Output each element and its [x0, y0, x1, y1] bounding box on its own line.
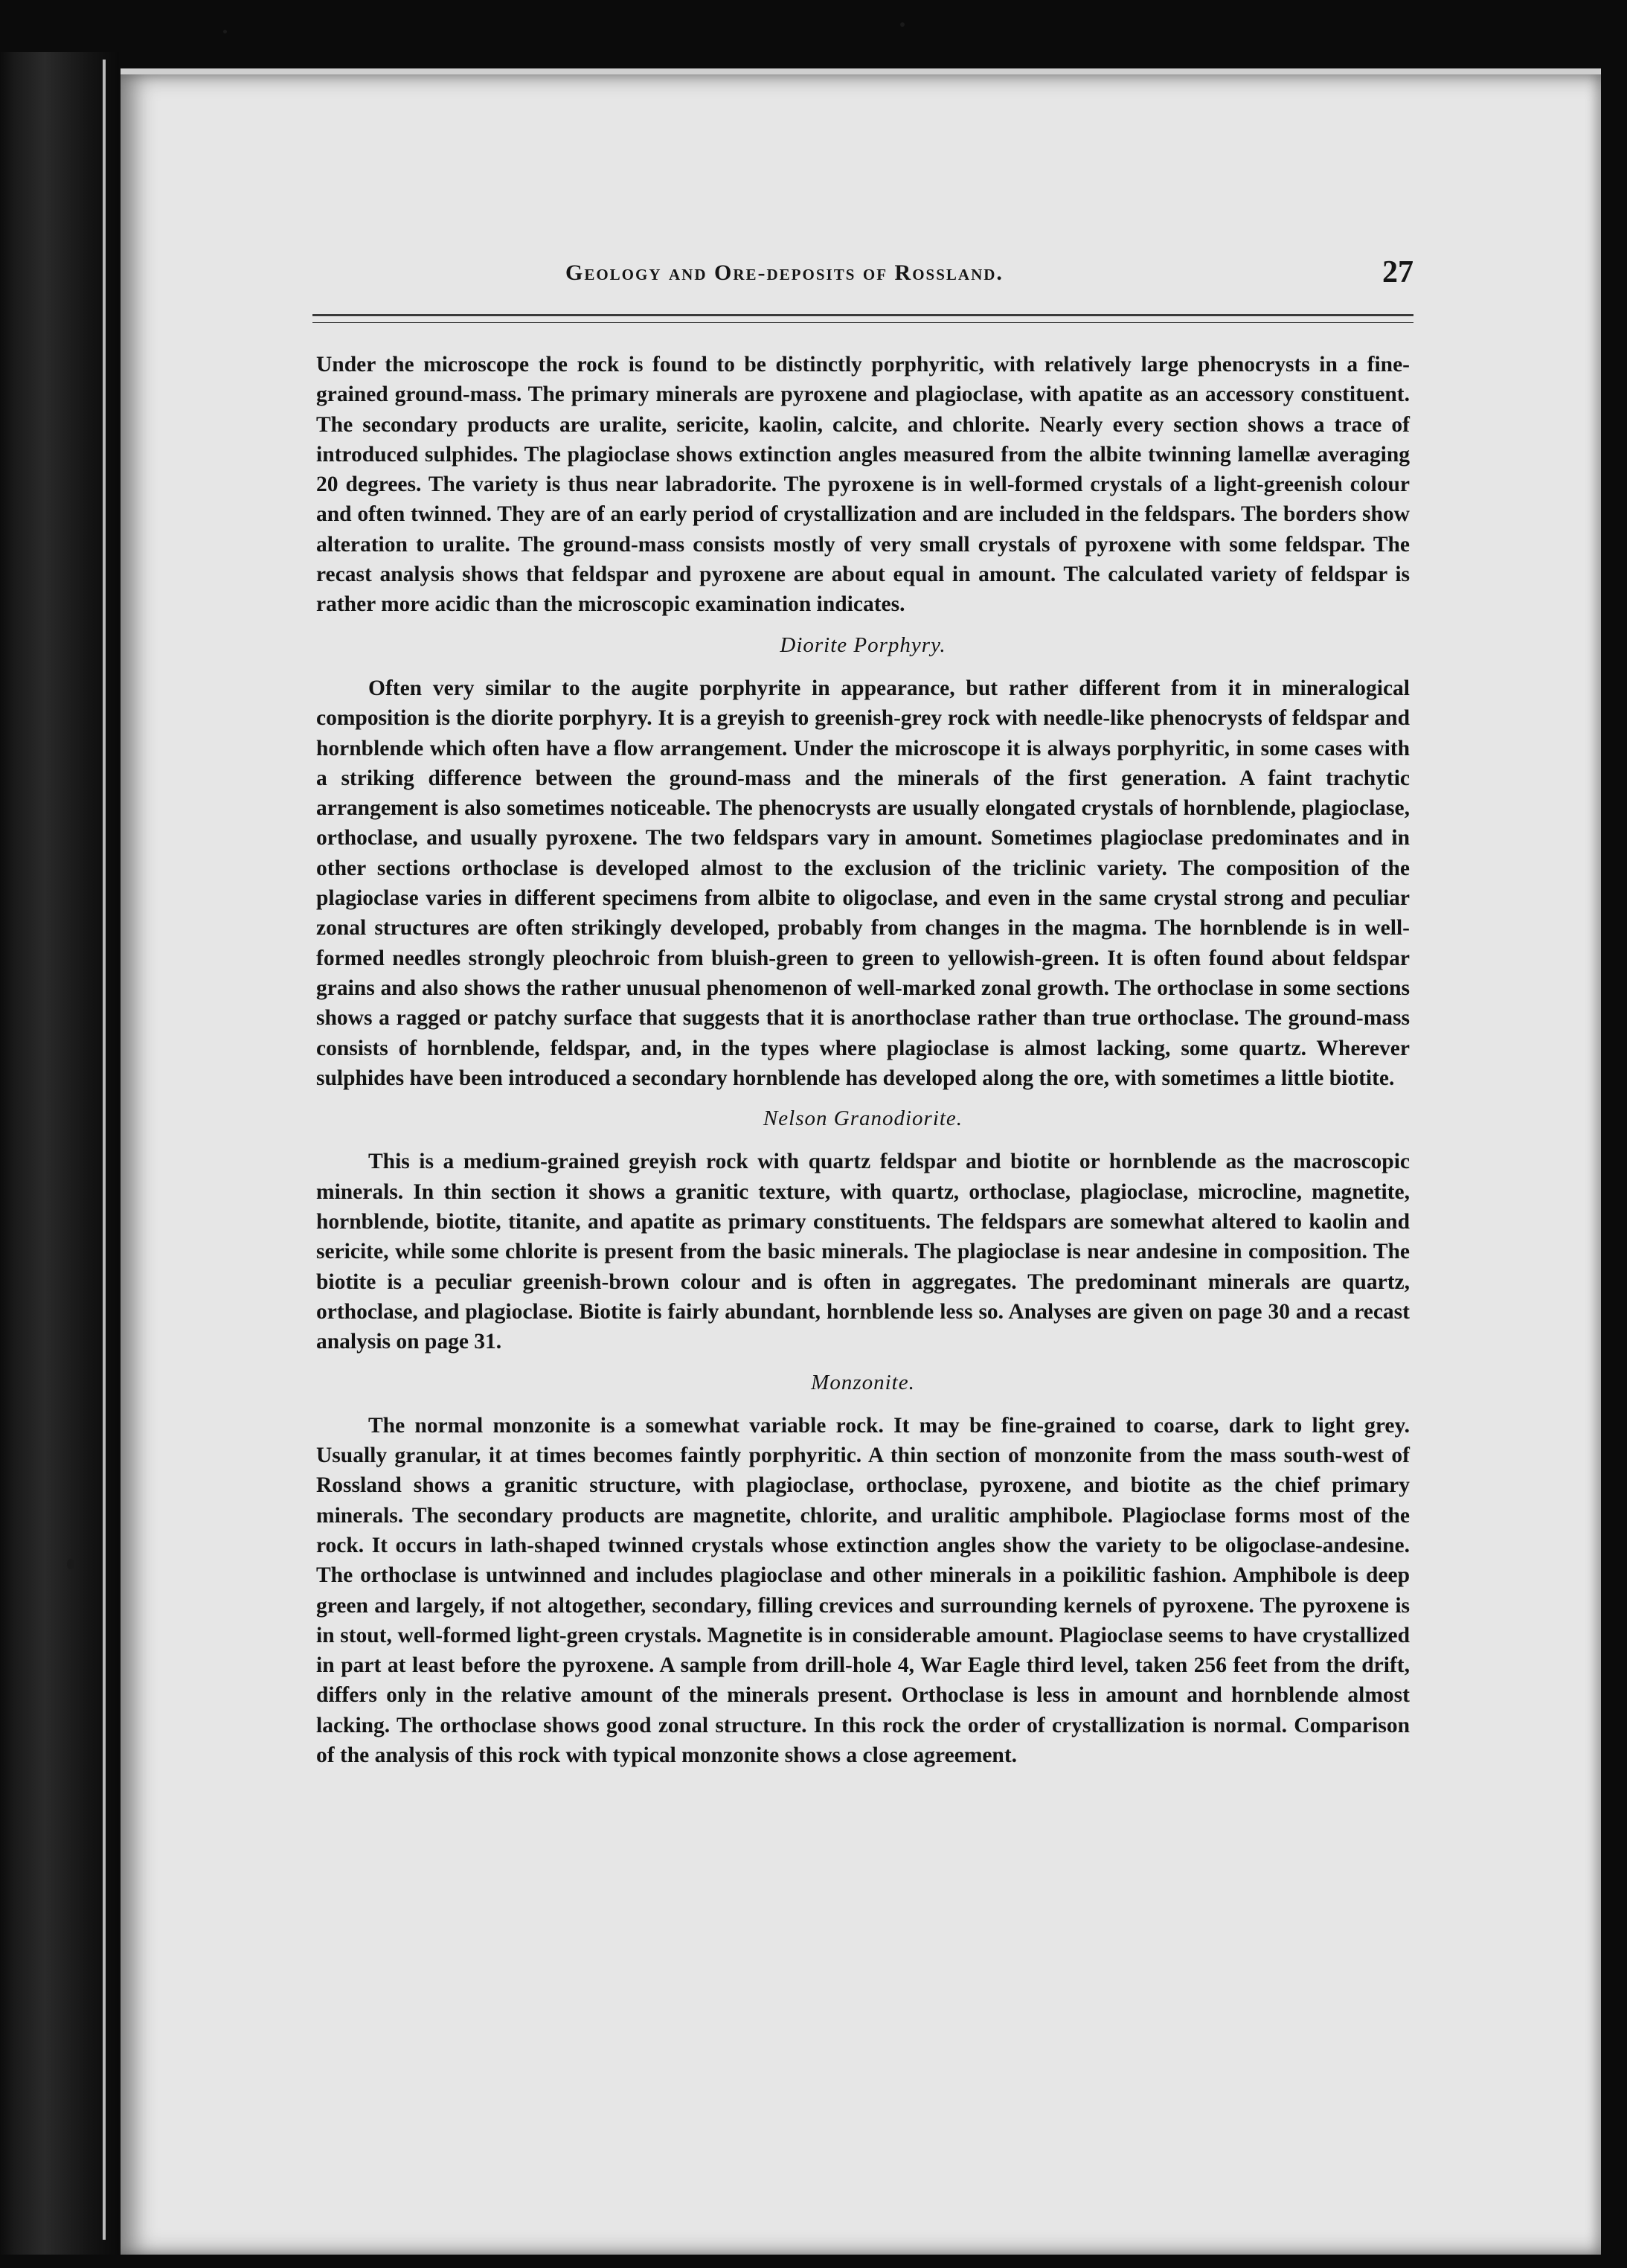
dust-speck: [900, 22, 905, 27]
body-text: [316, 350, 1410, 1770]
paragraph: Often very similar to the augite porphyrite in appearance, but rather different from it in mineralogical composition is the diorite porphyry. It is a greyish to greenish-grey rock with needle-like phenocrysts of feldspar and hornblende which often have a flow arrangement. Under the microscope it is always porphyritic, in some cases with a striking difference between the ground-mass and the minerals of the first generation. A faint trachytic arrangement is also sometimes noticeable. The phenocrysts are usually elongated crystals of hornblende, plagioclase, orthoclase, and usually pyroxene. The two feldspars vary in amount. Sometimes plagioclase predominates and in other sections orthoclase is developed almost to the exclusion of the triclinic variety. The composition of the plagioclase varies in different specimens from albite to oligoclase, and even in the same crystal strong and peculiar zonal structures are often strikingly developed, probably from changes in the magma. The hornblende is in well-formed needles strongly pleochroic from bluish-green to green to yellowish-green. It is often found about feldspar grains and also shows the rather unusual phenomenon of well-marked zonal growth. The orthoclase in some sections shows a ragged or patchy surface that suggests that it is anorthoclase rather than true orthoclase. The ground-mass consists of hornblende, feldspar, and, in the types where plagioclase is almost lacking, some quartz. Wherever sulphides have been introduced a secondary hornblende has developed along the ore, with sometimes a little biotite.: [316, 676, 1410, 1090]
running-title: Geology and Ore-deposits of Rossland.: [565, 260, 1004, 285]
header-rule: [312, 314, 1413, 316]
dust-speck: [223, 30, 227, 33]
page-number: 27: [1382, 255, 1413, 289]
spine-edge: [103, 60, 106, 2240]
header-rule-thin: [312, 322, 1413, 323]
paragraph: Under the microscope the rock is found to be distinctly porphyritic, with relatively large phenocrysts in a fine-grained ground-mass. The primary minerals are pyroxene and plagioclase, with apatite as an accessory constituent. The secondary products are uralite, sericite, kaolin, calcite, and chlorite. Nearly every section shows a trace of introduced sulphides. The plagioclase shows extinction angles measured from the albite twinning lamellæ averaging 20 degrees. The variety is thus near labradorite. The pyroxene is in well-formed crystals of a light-greenish colour and often twinned. They are of an early period of crystallization and are included in the feldspars. The borders show alteration to uralite. The ground-mass consists mostly of very small crystals of pyroxene with some feldspar. The recast analysis shows that feldspar and pyroxene are about equal in amount. The calculated variety of feldspar is rather more acidic than the microscopic examination indicates.: [316, 353, 1410, 617]
book-binding: [0, 52, 119, 2255]
running-header: [312, 255, 1413, 298]
paragraph: This is a medium-grained greyish rock with quartz feldspar and biotite or hornblende as the macroscopic minerals. In thin section it shows a granitic texture, with quartz, orthoclase, plagioclase, microcline, magnetite, hornblende, biotite, titanite, and apatite as primary constituents. The feldspars are somewhat altered to kaolin and sericite, while some chlorite is present from the basic minerals. The plagioclase is near andesine in composition. The biotite is a peculiar greenish-brown colour and is often in aggregates. The predominant minerals are quartz, orthoclase, and plagioclase. Biotite is fairly abundant, hornblende less so. Analyses are given on page 30 and a recast analysis on page 31.: [316, 1150, 1410, 1354]
paragraph: The normal monzonite is a somewhat variable rock. It may be fine-grained to coarse, dark to light grey. Usually granular, it at times becomes faintly porphyritic. A thin section of monzonite from the mass south-west of Rossland shows a granitic structure, with plagioclase, orthoclase, pyroxene, and biotite as the chief primary minerals. The secondary products are magnetite, chlorite, and uralitic amphibole. Plagioclase forms most of the rock. It occurs in lath-shaped twinned crystals whose extinction angles show the variety to be oligoclase-andesine. The orthoclase is untwinned and includes plagioclase and other minerals in a poikilitic fashion. Amphibole is deep green and largely, if not altogether, secondary, filling crevices and surrounding kernels of pyroxene. The pyroxene is in stout, well-formed light-green crystals. Magnetite is in considerable amount. Plagioclase seems to have crystallized in part at least before the pyroxene. A sample from drill-hole 4, War Eagle third level, taken 256 feet from the drift, differs only in the relative amount of the minerals present. Orthoclase is less in amount and hornblende almost lacking. The orthoclase shows good zonal structure. In this rock the order of crystallization is normal. Comparison of the analysis of this rock with typical monzonite shows a close agreement.: [316, 1413, 1410, 1768]
dust-speck: [67, 1559, 74, 1569]
section-heading: Nelson Granodiorite.: [763, 1106, 963, 1131]
section-heading: Diorite Porphyry.: [780, 632, 946, 657]
section-heading: Monzonite.: [811, 1370, 915, 1394]
